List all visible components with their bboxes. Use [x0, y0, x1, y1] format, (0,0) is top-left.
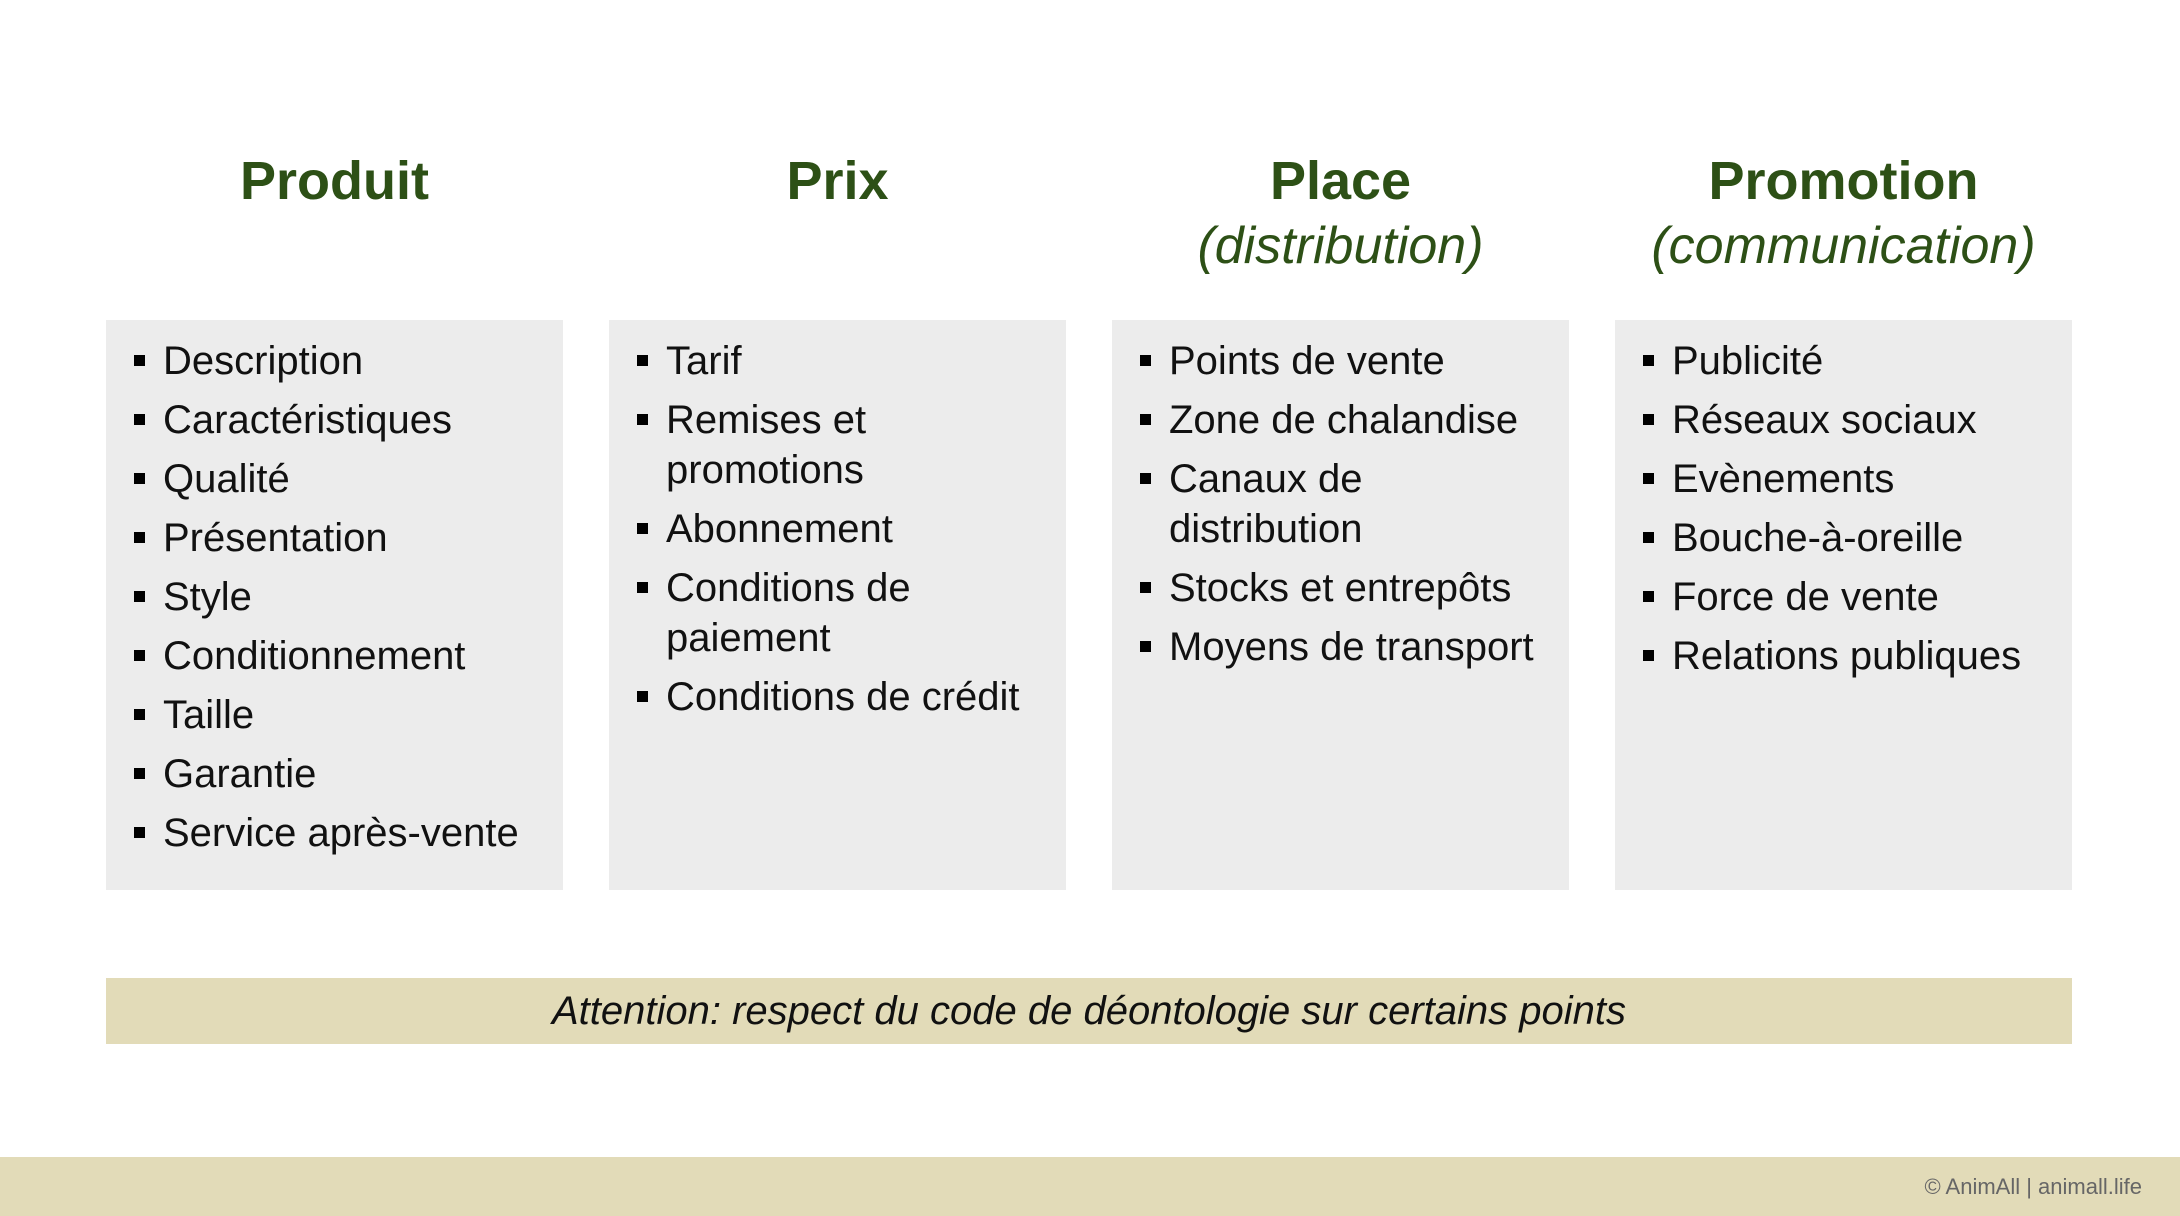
list-item: [134, 336, 543, 386]
square-bullet-icon: [134, 473, 145, 484]
item-label: Description: [163, 339, 364, 383]
square-bullet-icon: [134, 532, 145, 543]
list-item: [637, 563, 1046, 663]
square-bullet-icon: [1643, 473, 1654, 484]
column-title: Prix: [786, 151, 889, 211]
list-item: [1643, 395, 2052, 445]
list-item: [134, 808, 543, 858]
item-label: Relations publiques: [1672, 634, 2022, 678]
list-item: [1140, 622, 1549, 672]
column-subtitle: (distribution): [1197, 217, 1484, 275]
item-label: Remises et promotions: [666, 398, 867, 492]
item-label: Conditions de paiement: [666, 566, 911, 660]
item-label: Style: [163, 575, 252, 619]
column-header: [1615, 148, 2072, 278]
item-label: Bouche-à-oreille: [1672, 516, 1964, 560]
item-label: Moyens de transport: [1169, 625, 1534, 669]
copyright-text: © AnimAll | animall.life: [1924, 1174, 2142, 1199]
square-bullet-icon: [637, 582, 648, 593]
list-item: [134, 749, 543, 799]
item-label: Présentation: [163, 516, 388, 560]
list-item: [1643, 513, 2052, 563]
column-subtitle: [609, 214, 1066, 278]
item-label: Force de vente: [1672, 575, 1939, 619]
item-list: [637, 336, 1046, 722]
column-box: [609, 320, 1066, 890]
square-bullet-icon: [637, 414, 648, 425]
column-header: [1112, 148, 1569, 278]
item-label: Tarif: [666, 339, 742, 383]
item-label: Qualité: [163, 457, 290, 501]
item-label: Zone de chalandise: [1169, 398, 1519, 442]
column-subtitle: [106, 214, 563, 278]
column-header: [106, 148, 563, 278]
list-item: [1140, 454, 1549, 554]
item-label: Points de vente: [1169, 339, 1445, 383]
list-item: [1643, 454, 2052, 504]
column-box: [1112, 320, 1569, 890]
item-label: Abonnement: [666, 507, 893, 551]
item-label: Stocks et entrepôts: [1169, 566, 1512, 610]
square-bullet-icon: [1643, 650, 1654, 661]
list-item: [134, 454, 543, 504]
list-item: [1140, 336, 1549, 386]
list-item: [637, 336, 1046, 386]
list-item: [1643, 572, 2052, 622]
item-label: Réseaux sociaux: [1672, 398, 1977, 442]
square-bullet-icon: [134, 414, 145, 425]
square-bullet-icon: [637, 691, 648, 702]
item-label: Canaux de distribution: [1169, 457, 1363, 551]
item-label: Evènements: [1672, 457, 1895, 501]
square-bullet-icon: [134, 827, 145, 838]
list-item: [637, 395, 1046, 495]
item-list: [1140, 336, 1549, 672]
list-item: [134, 395, 543, 445]
square-bullet-icon: [1643, 532, 1654, 543]
list-item: [1643, 336, 2052, 386]
list-item: [134, 572, 543, 622]
square-bullet-icon: [1140, 473, 1151, 484]
footer-bar: [0, 1157, 2180, 1216]
item-label: Conditionnement: [163, 634, 466, 678]
square-bullet-icon: [1140, 414, 1151, 425]
item-label: Conditions de crédit: [666, 675, 1020, 719]
list-item: [637, 672, 1046, 722]
column-box: [1615, 320, 2072, 890]
square-bullet-icon: [1140, 582, 1151, 593]
column-subtitle: (communication): [1651, 217, 2036, 275]
list-item: [134, 690, 543, 740]
square-bullet-icon: [134, 650, 145, 661]
square-bullet-icon: [1140, 641, 1151, 652]
square-bullet-icon: [134, 591, 145, 602]
square-bullet-icon: [1643, 414, 1654, 425]
square-bullet-icon: [134, 355, 145, 366]
list-item: [637, 504, 1046, 554]
column-title: Promotion: [1708, 151, 1979, 211]
square-bullet-icon: [637, 355, 648, 366]
item-label: Service après-vente: [163, 811, 519, 855]
item-label: Garantie: [163, 752, 317, 796]
item-label: Taille: [163, 693, 255, 737]
square-bullet-icon: [134, 709, 145, 720]
square-bullet-icon: [134, 768, 145, 779]
column-title: Place: [1269, 151, 1412, 211]
item-label: Caractéristiques: [163, 398, 453, 442]
square-bullet-icon: [1643, 355, 1654, 366]
item-label: Publicité: [1672, 339, 1824, 383]
column-title: Produit: [240, 151, 429, 211]
list-item: [134, 513, 543, 563]
column-header: [609, 148, 1066, 278]
column-box: [106, 320, 563, 890]
square-bullet-icon: [1643, 591, 1654, 602]
list-item: [134, 631, 543, 681]
list-item: [1140, 395, 1549, 445]
list-item: [1643, 631, 2052, 681]
square-bullet-icon: [1140, 355, 1151, 366]
attention-banner: Attention: respect du code de déontologie sur certains points: [106, 978, 2072, 1044]
item-list: [1643, 336, 2052, 681]
square-bullet-icon: [637, 523, 648, 534]
item-list: [134, 336, 543, 858]
list-item: [1140, 563, 1549, 613]
